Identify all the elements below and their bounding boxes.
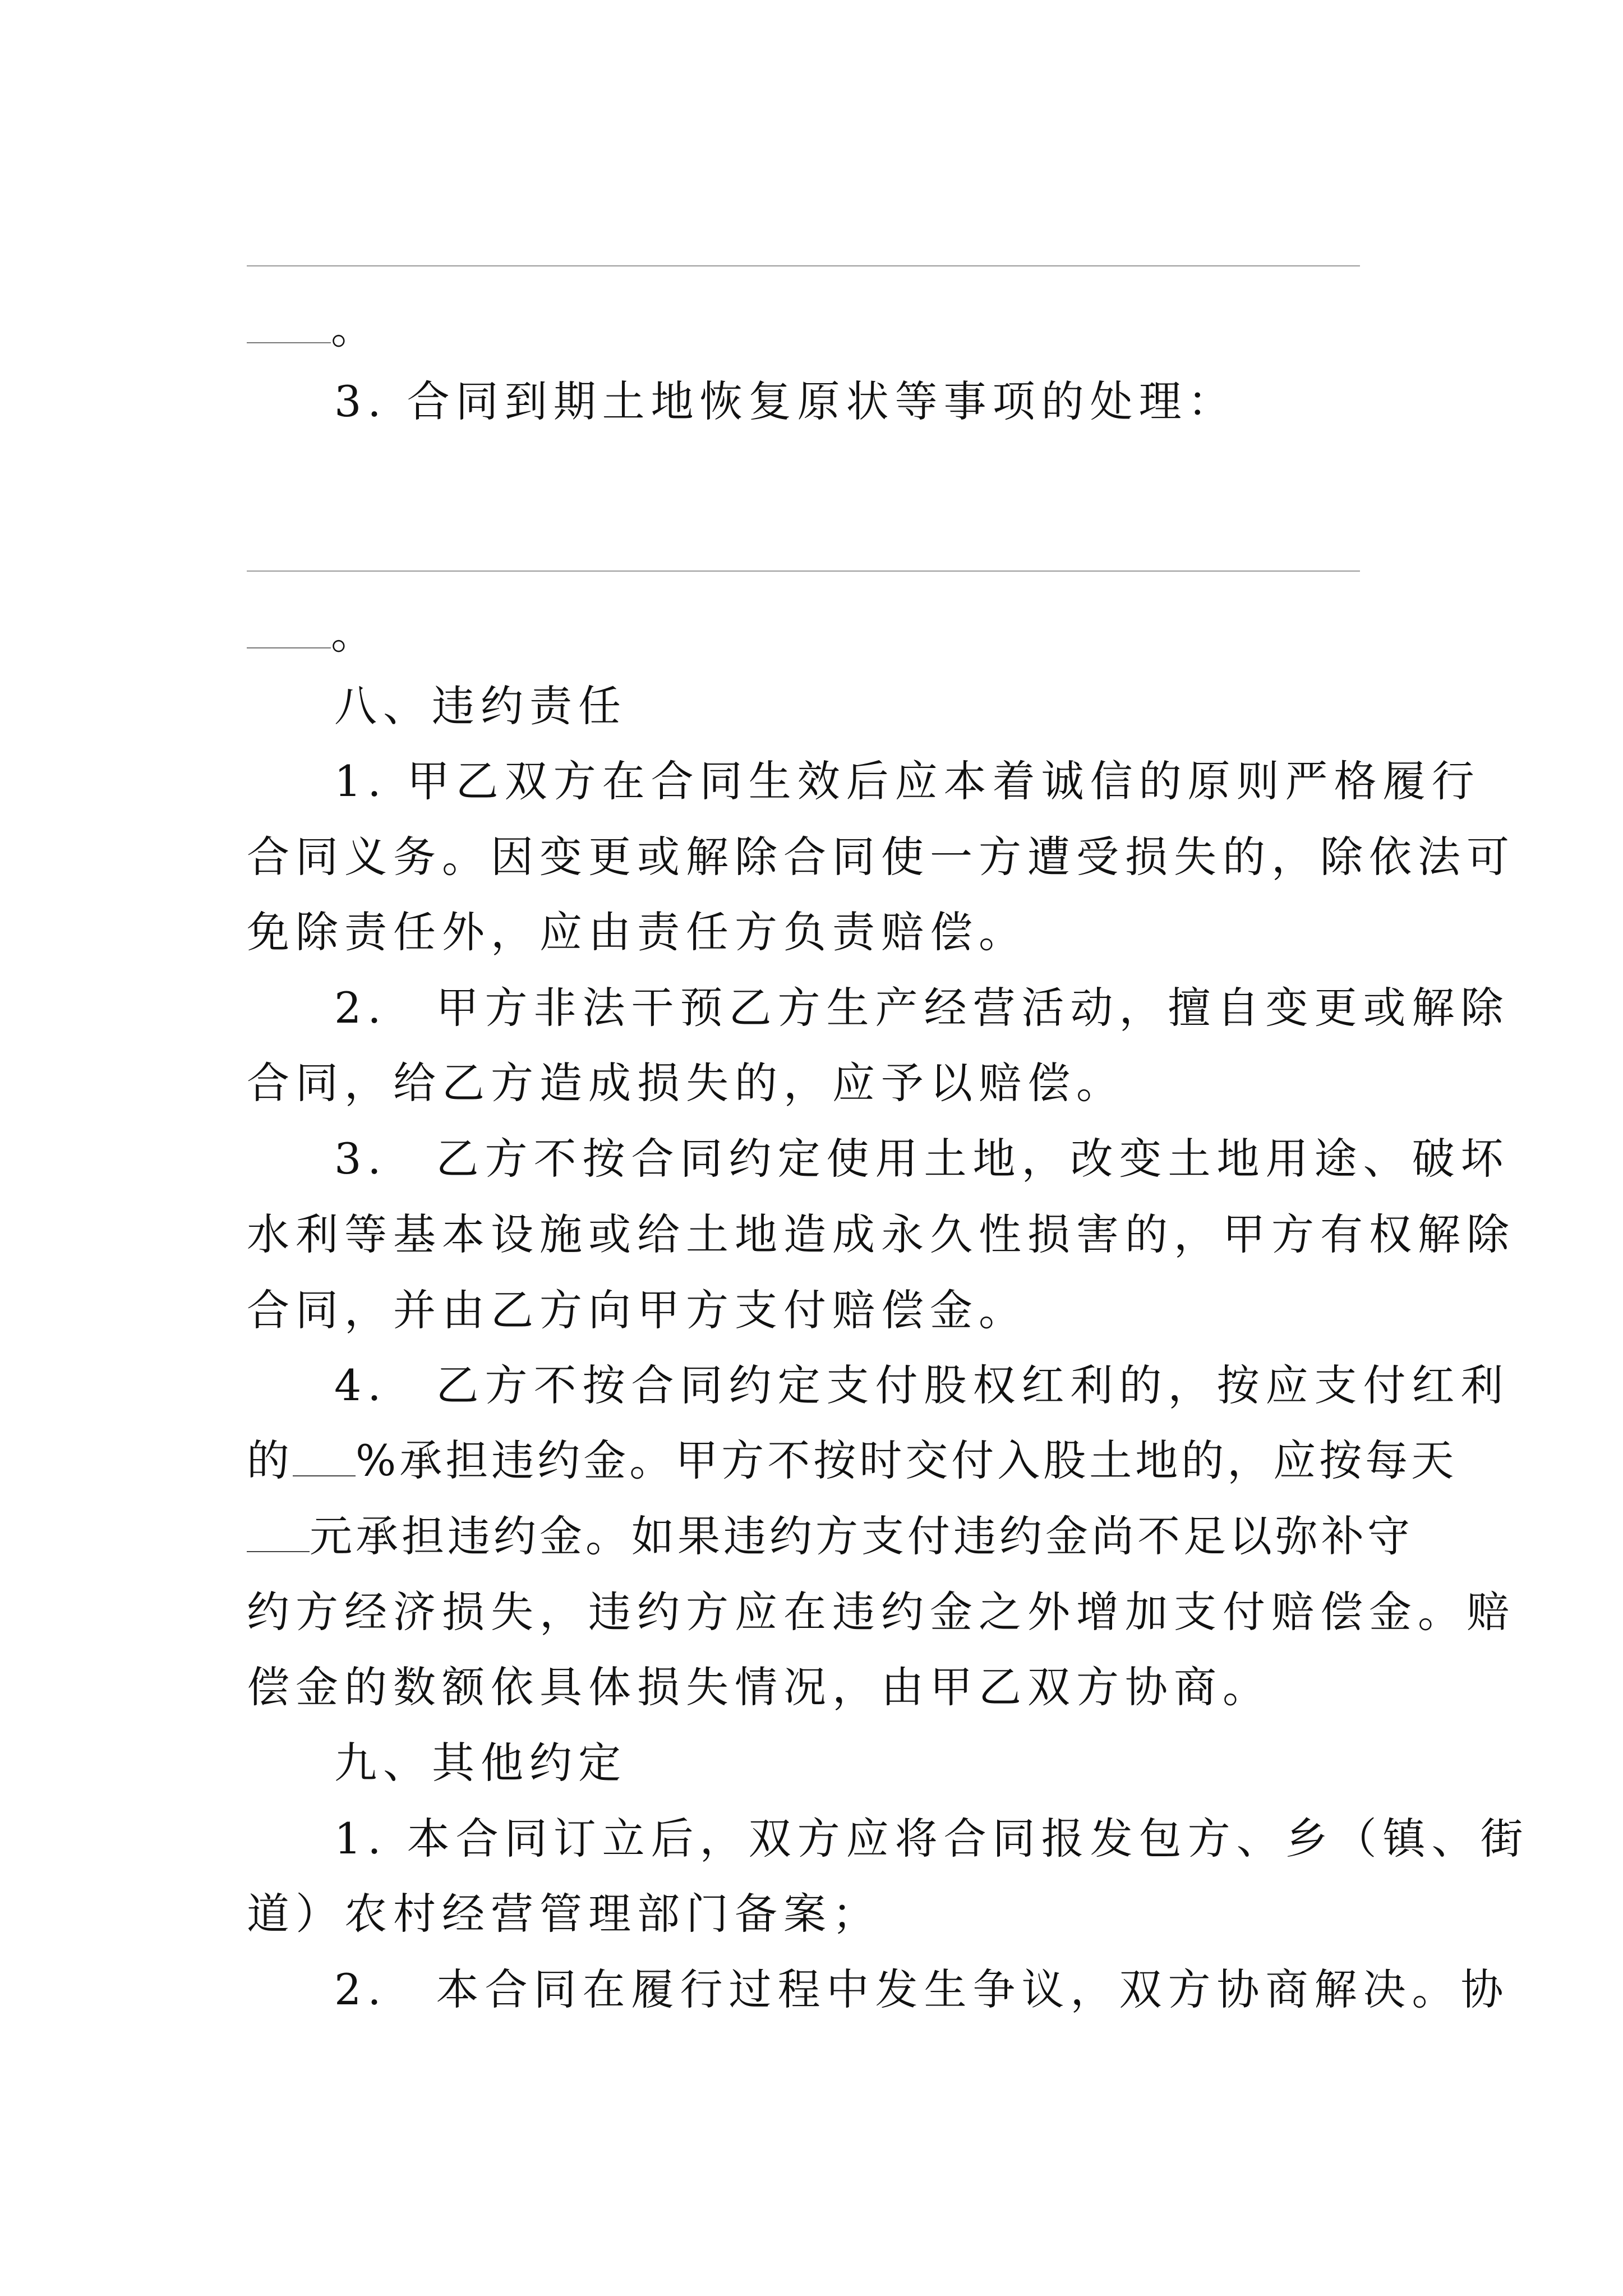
blank — [247, 307, 331, 343]
paragraph-line: 偿金的数额依具体损失情况，由甲乙双方协商。 — [247, 1662, 1271, 1712]
blank-percent — [293, 1439, 356, 1476]
period: 。 — [331, 303, 374, 353]
paragraph-line — [247, 1511, 1413, 1561]
paragraph-line: 约方经济损失，违约方应在违约金之外增加支付赔偿金。赔 — [247, 1587, 1515, 1637]
paragraph-line: 4. 乙方不按合同约定支付股权红利的，按应支付红利 — [334, 1360, 1510, 1410]
text: %承担违约金。甲方不按时交付入股土地的，应按每天 — [356, 1435, 1458, 1485]
paragraph-line: 1. 本合同订立后，双方应将合同报发包方、乡（镇、街 — [334, 1814, 1529, 1864]
paragraph-line: 免除责任外，应由责任方负责赔偿。 — [247, 907, 1027, 957]
section-9-title: 九、其他约定 — [334, 1738, 627, 1788]
paragraph-line: 2. 甲方非法干预乙方生产经营活动，擅自变更或解除 — [334, 983, 1510, 1033]
paragraph-line: 2. 本合同在履行过程中发生争议，双方协商解决。协 — [334, 1964, 1510, 2014]
paragraph-line: 水利等基本设施或给土地造成永久性损害的，甲方有权解除 — [247, 1209, 1515, 1259]
period: 。 — [331, 609, 374, 659]
fill-in-line-end — [247, 609, 374, 659]
paragraph-line: 3. 乙方不按合同约定使用土地，改变土地用途、破坏 — [334, 1134, 1510, 1184]
paragraph-line: 1. 甲乙双方在合同生效后应本着诚信的原则严格履行 — [334, 756, 1481, 806]
fill-in-rule — [247, 570, 1360, 572]
blank — [247, 613, 331, 648]
paragraph-line: 合同，给乙方造成损失的，应予以赔偿。 — [247, 1058, 1125, 1108]
paragraph-line: 合同义务。因变更或解除合同使一方遭受损失的，除依法可 — [247, 832, 1515, 882]
fill-in-line-end — [247, 303, 374, 353]
paragraph-line: 合同，并由乙方向甲方支付赔偿金。 — [247, 1285, 1027, 1335]
text: 元承担违约金。如果违约方支付违约金尚不足以弥补守 — [310, 1511, 1413, 1561]
item-3-heading: 3. 合同到期土地恢复原状等事项的处理： — [334, 376, 1237, 426]
blank-amount — [247, 1515, 310, 1552]
fill-in-rule — [247, 265, 1360, 266]
paragraph-line — [247, 1435, 1458, 1485]
text: 的 — [247, 1435, 293, 1485]
paragraph-line: 道）农村经营管理部门备案； — [247, 1889, 881, 1939]
section-8-title: 八、违约责任 — [334, 681, 627, 731]
